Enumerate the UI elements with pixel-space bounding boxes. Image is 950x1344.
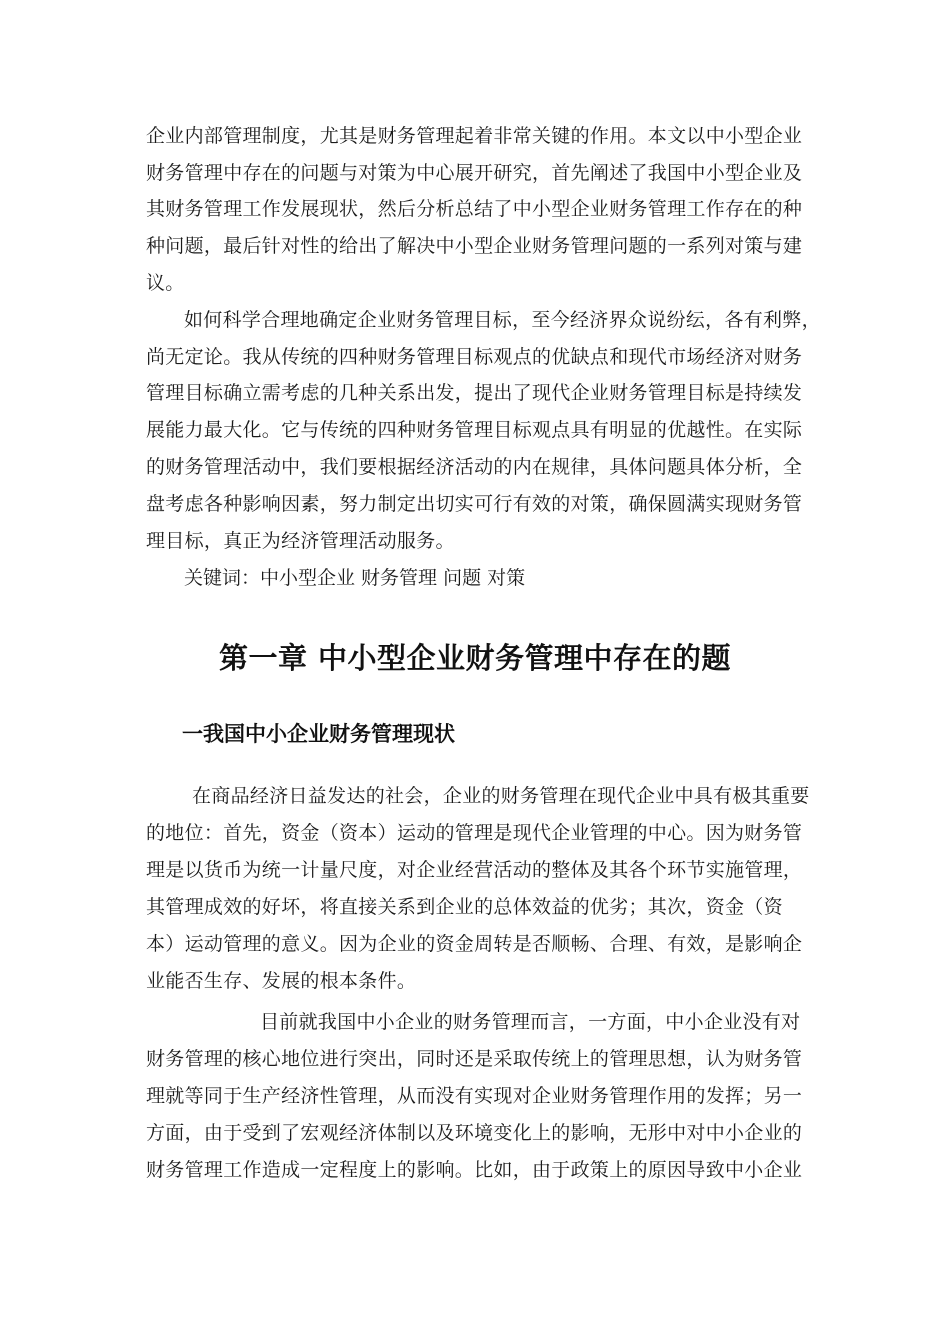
abstract-p2-line-5: 的财务管理活动中，我们要根据经济活动的内在规律，具体问题具体分析，全 bbox=[146, 456, 803, 478]
abstract-p1-line-2: 财务管理中存在的问题与对策为中心展开研究，首先阐述了我国中小型企业及 bbox=[146, 162, 803, 184]
abstract-p2-line-7: 理目标，真正为经济管理活动服务。 bbox=[146, 530, 455, 552]
body-p2-line-5: 财务管理工作造成一定程度上的影响。比如，由于政策上的原因导致中小企业 bbox=[146, 1159, 803, 1181]
body-p2-line-3: 理就等同于生产经济性管理，从而没有实现对企业财务管理作用的发挥；另一 bbox=[146, 1085, 803, 1107]
section-title: 一我国中小企业财务管理现状 bbox=[182, 722, 455, 746]
body-p1-line-6: 业能否生存、发展的根本条件。 bbox=[146, 970, 417, 992]
body-p1-line-4: 其管理成效的好坏，将直接关系到企业的总体效益的优劣；其次，资金（资 bbox=[146, 896, 783, 918]
body-p1-line-3: 理是以货币为统一计量尺度，对企业经营活动的整体及其各个环节实施管理， bbox=[146, 859, 803, 881]
abstract-p2-line-2: 尚无定论。我从传统的四种财务管理目标观点的优缺点和现代市场经济对财务 bbox=[146, 346, 803, 368]
body-p1-line-1: 在商品经济日益发达的社会，企业的财务管理在现代企业中具有极其重要 bbox=[192, 785, 810, 807]
abstract-p2-line-3: 管理目标确立需考虑的几种关系出发，提出了现代企业财务管理目标是持续发 bbox=[146, 382, 803, 404]
body-p2-line-4: 方面，由于受到了宏观经济体制以及环境变化上的影响，无形中对中小企业的 bbox=[146, 1122, 803, 1144]
abstract-p2-line-4: 展能力最大化。它与传统的四种财务管理目标观点具有明显的优越性。在实际 bbox=[146, 419, 803, 441]
body-p1-line-2: 的地位：首先，资金（资本）运动的管理是现代企业管理的中心。因为财务管 bbox=[146, 822, 803, 844]
body-p2-line-2: 财务管理的核心地位进行突出，同时还是采取传统上的管理思想，认为财务管 bbox=[146, 1048, 803, 1070]
abstract-p1-line-3: 其财务管理工作发展现状，然后分析总结了中小型企业财务管理工作存在的种 bbox=[146, 198, 803, 220]
abstract-p2-line-6: 盘考虑各种影响因素，努力制定出切实可行有效的对策，确保圆满实现财务管 bbox=[146, 493, 803, 515]
body-p2-line-1: 目前就我国中小企业的财务管理而言，一方面，中小企业没有对 bbox=[260, 1011, 801, 1033]
abstract-p1-line-5: 议。 bbox=[146, 272, 185, 294]
body-p1-line-5: 本）运动管理的意义。因为企业的资金周转是否顺畅、合理、有效，是影响企 bbox=[146, 933, 803, 955]
abstract-p1-line-4: 种问题，最后针对性的给出了解决中小型企业财务管理问题的一系列对策与建 bbox=[146, 235, 803, 257]
abstract-p2-line-1: 如何科学合理地确定企业财务管理目标，至今经济界众说纷纭，各有利弊， bbox=[184, 309, 821, 331]
abstract-p1-line-1: 企业内部管理制度，尤其是财务管理起着非常关键的作用。本文以中小型企业 bbox=[146, 125, 803, 147]
keywords-line: 关键词：中小型企业 财务管理 问题 对策 bbox=[184, 567, 526, 589]
chapter-title: 第一章 中小型企业财务管理中存在的题 bbox=[218, 641, 732, 675]
